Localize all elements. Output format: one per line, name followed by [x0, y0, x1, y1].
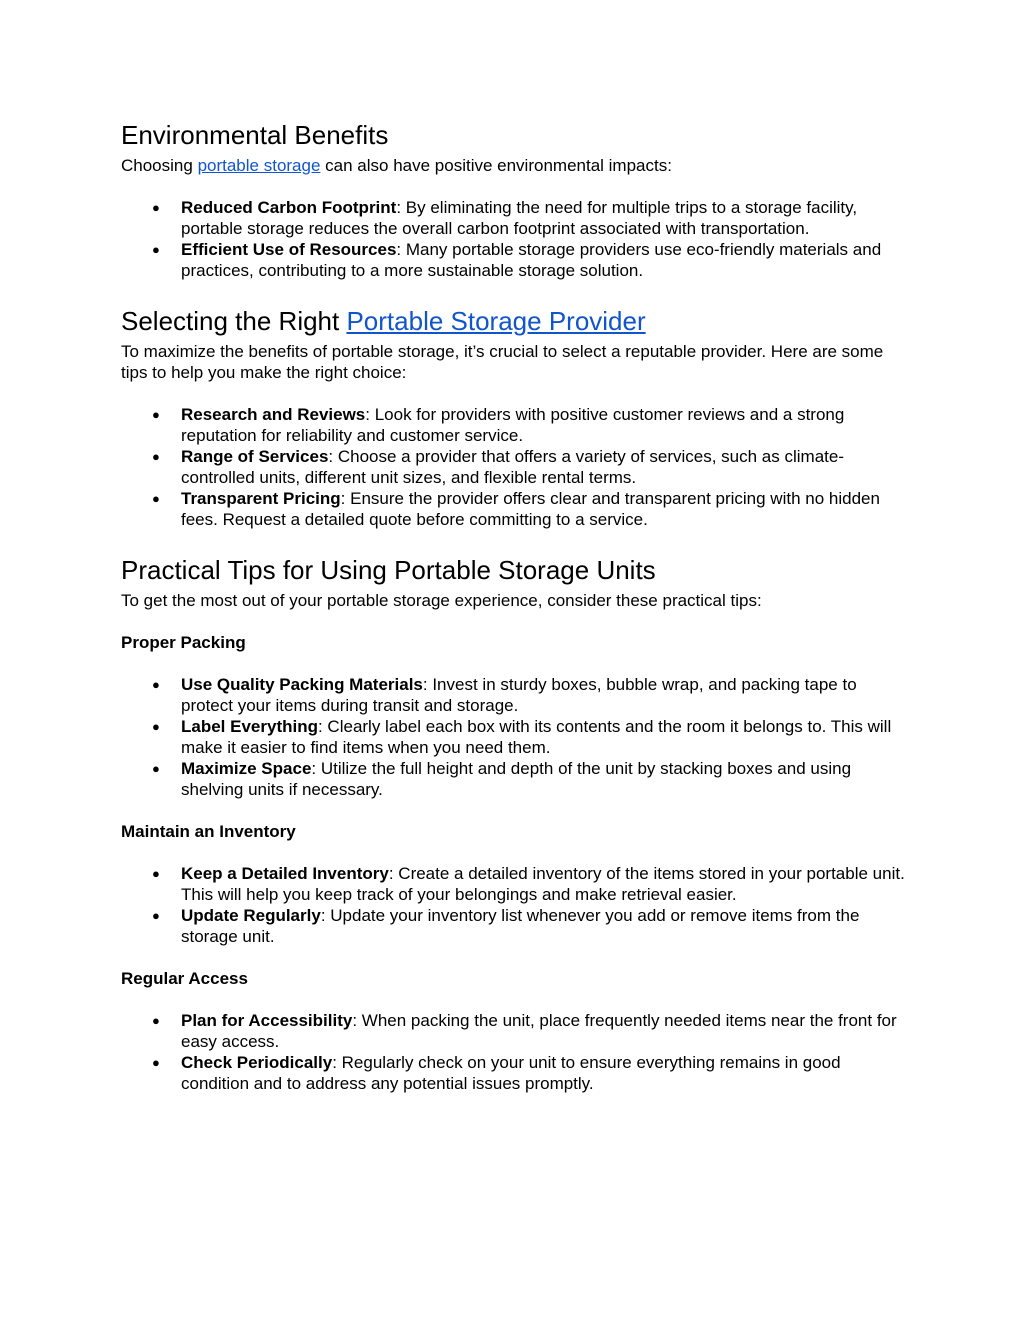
item-term: Range of Services: [181, 447, 329, 466]
bullet-list: [121, 674, 911, 800]
item-text: : Many portable storage providers use eco-friendly materials and practices, contributing to a more sustainable storage solution.: [181, 240, 882, 280]
item-text: : Utilize the full height and depth of the unit by stacking boxes and using shelving units if necessary.: [181, 759, 852, 799]
list-item: [121, 716, 911, 758]
section-environmental-benefits: [121, 119, 911, 281]
item-term: Update Regularly: [181, 906, 321, 925]
item-term: Keep a Detailed Inventory: [181, 864, 389, 883]
bullet-list: [121, 863, 911, 947]
item-text: : Choose a provider that offers a variety of services, such as climate-controlled units, different unit sizes, and flexible rental terms.: [181, 447, 844, 487]
item-term: Plan for Accessibility: [181, 1011, 353, 1030]
item-term: Efficient Use of Resources: [181, 240, 397, 259]
bullet-list: [121, 1010, 911, 1094]
list-item: [121, 863, 911, 905]
section-intro: To get the most out of your portable storage experience, consider these practical tips:: [121, 591, 762, 610]
section-practical-tips: [121, 554, 911, 1094]
bullet-list: [121, 197, 911, 281]
list-item: [121, 404, 911, 446]
item-text: : Invest in sturdy boxes, bubble wrap, and packing tape to protect your items during transit and storage.: [181, 675, 857, 715]
section-heading: Practical Tips for Using Portable Storage Units: [121, 555, 656, 585]
item-text: : Create a detailed inventory of the items stored in your portable unit. This will help you keep track of your belongings and make retrieval easier.: [181, 864, 905, 904]
subsection-heading: Regular Access: [121, 969, 248, 988]
item-text: : Regularly check on your unit to ensure everything remains in good condition and to address any potential issues promptly.: [181, 1053, 841, 1093]
item-text: : Clearly label each box with its contents and the room it belongs to. This will make it easier to find items when you need them.: [181, 717, 892, 757]
section-intro: To maximize the benefits of portable storage, it’s crucial to select a reputable provider. Here are some tips to help you make the right choice:: [121, 342, 884, 382]
list-item: [121, 905, 911, 947]
item-text: : Update your inventory list whenever you add or remove items from the storage unit.: [181, 906, 860, 946]
document-page: [121, 119, 911, 1094]
item-term: Transparent Pricing: [181, 489, 341, 508]
portable-storage-link[interactable]: portable storage: [197, 156, 321, 175]
list-item: [121, 1010, 911, 1052]
item-term: Check Periodically: [181, 1053, 333, 1072]
item-term: Research and Reviews: [181, 405, 366, 424]
item-term: Label Everything: [181, 717, 318, 736]
item-term: Maximize Space: [181, 759, 312, 778]
section-heading: Environmental Benefits: [121, 120, 389, 150]
portable-storage-provider-link[interactable]: Portable Storage Provider: [346, 306, 646, 336]
list-item: [121, 446, 911, 488]
intro-text: Choosing: [121, 156, 198, 175]
item-term: Reduced Carbon Footprint: [181, 198, 397, 217]
list-item: [121, 488, 911, 530]
subsection-heading: Proper Packing: [121, 633, 246, 652]
list-item: [121, 239, 911, 281]
list-item: [121, 758, 911, 800]
item-text: : When packing the unit, place frequently needed items near the front for easy access.: [181, 1011, 897, 1051]
list-item: [121, 674, 911, 716]
section-selecting-provider: [121, 305, 911, 530]
list-item: [121, 1052, 911, 1094]
item-text: : By eliminating the need for multiple trips to a storage facility, portable storage reduces the overall carbon footprint associated with transportation.: [181, 198, 858, 238]
list-item: [121, 197, 911, 239]
subsection-heading: Maintain an Inventory: [121, 822, 296, 841]
item-term: Use Quality Packing Materials: [181, 675, 423, 694]
section-heading: [121, 305, 911, 338]
section-intro: [121, 155, 911, 176]
item-text: : Ensure the provider offers clear and transparent pricing with no hidden fees. Request a detailed quote before committing to a service.: [181, 489, 880, 529]
bullet-list: [121, 404, 911, 530]
intro-text: can also have positive environmental impacts:: [320, 156, 672, 175]
heading-text: Selecting the Right: [121, 306, 347, 336]
item-text: : Look for providers with positive customer reviews and a strong reputation for reliability and customer service.: [181, 405, 845, 445]
